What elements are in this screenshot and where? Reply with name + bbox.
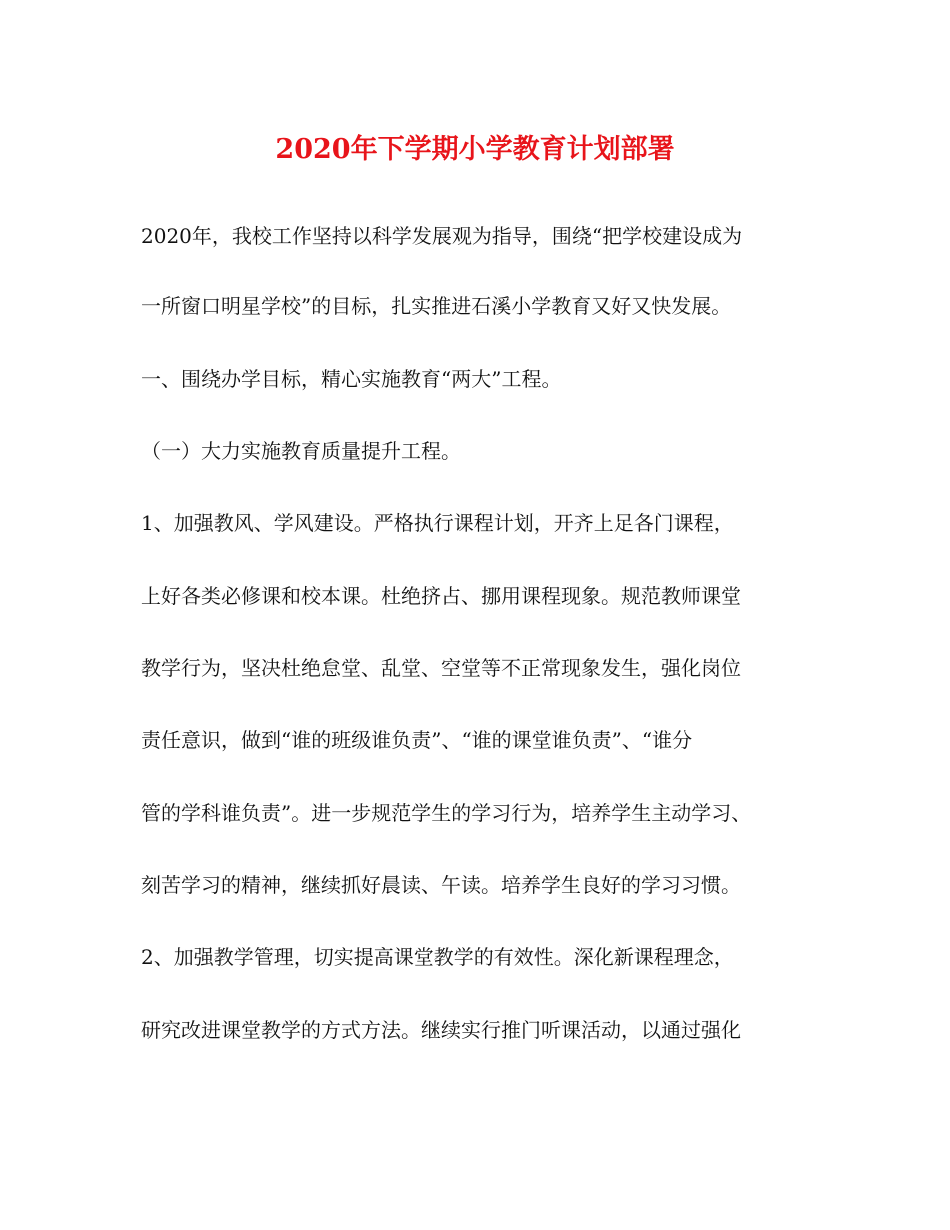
document-title: 2020年下学期小学教育计划部署 xyxy=(275,134,675,165)
paragraph-line-2: 一所窗口明星学校”的目标，扎实推进石溪小学教育又好又快发展。 xyxy=(141,294,732,318)
paragraph-line-8: 责任意识，做到“谁的班级谁负责”、“谁的课堂谁负责”、“谁分 xyxy=(141,728,693,752)
paragraph-line-11: 2、加强教学管理，切实提高课堂教学的有效性。深化新课程理念， xyxy=(141,945,734,969)
paragraph-line-6: 上好各类必修课和校本课。杜绝挤占、挪用课程现象。规范教师课堂 xyxy=(141,584,741,608)
subheading-line-1: （一）大力实施教育质量提升工程。 xyxy=(141,439,461,463)
paragraph-line-1: 2020年，我校工作坚持以科学发展观为指导，围绕“把学校建设成为 xyxy=(141,224,743,248)
paragraph-line-10: 刻苦学习的精神，继续抓好晨读、午读。培养学生良好的学习习惯。 xyxy=(141,873,741,897)
heading-line-1: 一、围绕办学目标，精心实施教育“两大”工程。 xyxy=(141,367,562,391)
paragraph-line-5: 1、加强教风、学风建设。严格执行课程计划，开齐上足各门课程， xyxy=(141,511,734,535)
paragraph-line-12: 研究改进课堂教学的方式方法。继续实行推门听课活动，以通过强化 xyxy=(141,1018,741,1042)
paragraph-line-9: 管的学科谁负责”。进一步规范学生的学习行为，培养学生主动学习、 xyxy=(141,801,752,825)
paragraph-line-7: 教学行为，坚决杜绝怠堂、乱堂、空堂等不正常现象发生，强化岗位 xyxy=(141,656,741,680)
